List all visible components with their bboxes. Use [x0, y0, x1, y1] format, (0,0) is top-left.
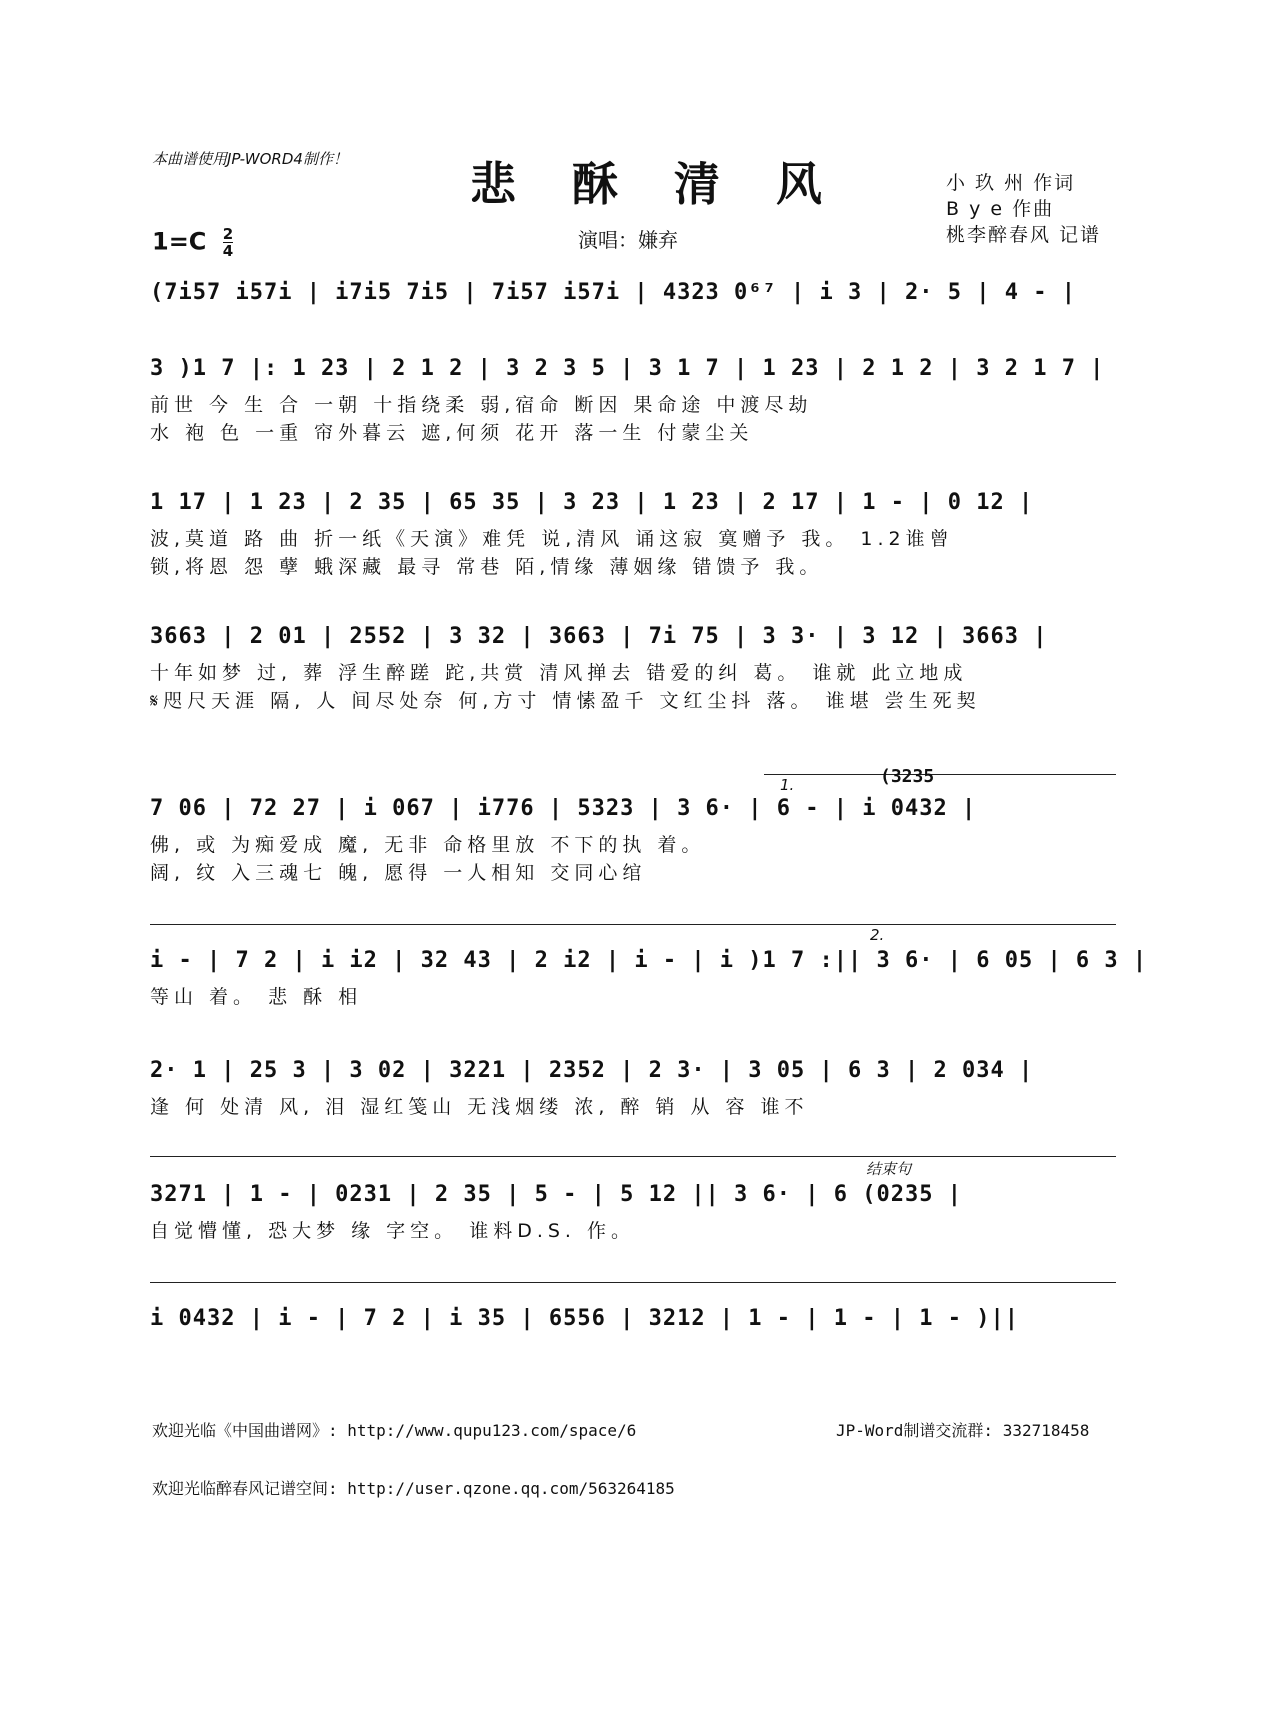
staff-system-6: [150, 948, 1148, 1010]
ending-bracket: [150, 1282, 1116, 1283]
staff-system-9: [150, 1306, 1120, 1340]
volta-2-label: 2.: [870, 926, 885, 944]
notation-line: 3271 | 1 - | 0231 | 2 35 | 5 - | 5 12 || 3 6· | 6 (0235 |: [150, 1182, 962, 1207]
notation-line: 3663 | 2 01 | 2552 | 3 32 | 3663 | 7i 75 | 3 3· | 3 12 | 3663 |: [150, 624, 1048, 649]
notation-line: 2· 1 | 25 3 | 3 02 | 3221 | 2352 | 2 3· | 3 05 | 6 3 | 2 034 |: [150, 1058, 1034, 1083]
lyrics-verse-1: 前世 今 生 合 一朝 十指绕柔 弱,宿命 断因 果命途 中渡尽劫: [150, 394, 813, 416]
time-signature-top: 2: [222, 225, 234, 243]
key-label: 1=C: [152, 227, 207, 256]
notation-line: (7i57 i57i | i7i5 7i5 | 7i57 i57i | 4323 0⁶⁷ | i 3 | 2· 5 | 4 - |: [150, 280, 1076, 305]
notation-line: i 0432 | i - | 7 2 | i 35 | 6556 | 3212 | 1 - | 1 - | 1 - )||: [150, 1306, 1019, 1331]
time-signature-bottom: 4: [222, 242, 234, 260]
staff-system-8: [150, 1182, 1120, 1244]
composer-credit: B y e 作曲: [946, 198, 1055, 220]
lyrics-verse-1: 佛, 或 为痴爱成 魔, 无非 命格里放 不下的执 着。: [150, 834, 706, 856]
group-info: JP-Word制谱交流群: 332718458: [836, 1421, 1090, 1440]
notation-line: 3 )1 7 |: 1 23 | 2 1 2 | 3 2 3 5 | 3 1 7 | 1 23 | 2 1 2 | 3 2 1 7 |: [150, 356, 1105, 381]
space-link[interactable]: 欢迎光临醉春风记谱空间: http://user.qzone.qq.com/563264185: [152, 1479, 675, 1498]
lyrics-verse-1: 十年如梦 过, 葬 浮生醉蹉 跎,共赏 清风掸去 错爱的纠 葛。 谁就 此立地成: [150, 662, 968, 684]
website-link[interactable]: 欢迎光临《中国曲谱网》: http://www.qupu123.com/space/6: [152, 1421, 637, 1440]
software-note: 本曲谱使用JP-WORD4制作！: [152, 150, 348, 168]
coda-bracket: [150, 1156, 1116, 1157]
notation-line: i - | 7 2 | i i2 | 32 43 | 2 i2 | i - | i )1 7 :|| 3 6· | 6 05 | 6 3 |: [150, 948, 1148, 973]
volta-bracket: [150, 924, 1116, 925]
staff-system-3: [150, 490, 1120, 580]
notation-line: 7 06 | 72 27 | i 067 | i776 | 5323 | 3 6· | 6 - | i 0432 |: [150, 796, 977, 821]
lyrics-verse-1: 自觉懵懂, 恐大梦 缘 字空。 谁料D.S. 作。: [150, 1220, 636, 1242]
singer-credit: 演唱：嫌弃: [578, 228, 678, 252]
song-title: 悲 酥 清 风: [470, 157, 843, 211]
lyrics-verse-2: 锁,将恩 怨 孽 蛾深藏 最寻 常巷 陌,情缘 薄姻缘 错馈予 我。: [150, 556, 824, 578]
staff-system-2: [150, 356, 1120, 446]
volta-bracket: [764, 774, 1116, 775]
notation-line: 1 17 | 1 23 | 2 35 | 65 35 | 3 23 | 1 23 | 2 17 | 1 - | 0 12 |: [150, 490, 1034, 515]
interlude-note: (3235: [880, 766, 935, 787]
key-signature: [152, 226, 233, 259]
lyrics-verse-2: 𝄋咫尺天涯 隔, 人 间尽处奈 何,方寸 情愫盈千 文红尘抖 落。 谁堪 尝生死契: [150, 690, 981, 712]
staff-system-5: [150, 796, 1120, 886]
transcriber-credit: 桃李醉春风 记谱: [946, 224, 1102, 246]
lyrics-verse-1: 波,莫道 路 曲 折一纸《天演》难凭 说,清风 诵这寂 寞赠予 我。 1.2谁曾: [150, 528, 954, 550]
lyrics-verse-2: 阔, 纹 入三魂七 魄, 愿得 一人相知 交同心绾: [150, 862, 647, 884]
lyricist-credit: 小 玖 州 作词: [946, 172, 1076, 194]
staff-system-7: [150, 1058, 1120, 1120]
lyrics-verse-2: 水 袍 色 一重 帘外暮云 遮,何须 花开 落一生 付蒙尘关: [150, 422, 754, 444]
lyrics-verse-1: 逢 何 处清 风, 泪 湿红笺山 无浅烟缕 浓, 醉 销 从 容 谁不: [150, 1096, 809, 1118]
time-signature: [223, 226, 233, 259]
coda-label: 结束句: [866, 1160, 912, 1178]
lyrics-verse-1: 等山 着。 悲 酥 相: [150, 986, 363, 1008]
staff-system-1: [150, 280, 1120, 314]
staff-system-4: [150, 624, 1120, 714]
volta-1-label: 1.: [780, 776, 795, 794]
